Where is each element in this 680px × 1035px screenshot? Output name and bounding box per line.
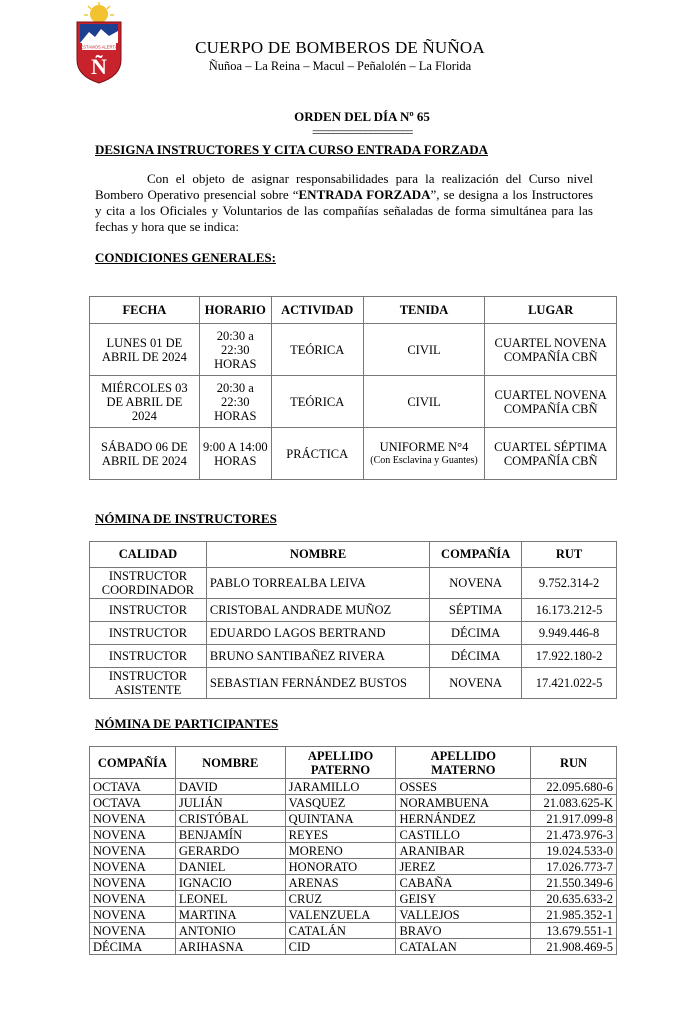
- header-horario: HORARIO: [199, 297, 271, 324]
- participant-row: [90, 859, 617, 875]
- cell-rut: 17.922.180-2: [522, 645, 617, 668]
- schedule-row: [90, 376, 617, 428]
- cell-tenida: CIVIL: [363, 324, 485, 376]
- order-title: ORDEN DEL DÍA Nº 65: [294, 109, 430, 124]
- tenida-value: UNIFORME N°4: [379, 439, 469, 454]
- cell-apellido-materno: GEISY: [396, 891, 531, 907]
- cell-nombre: CRISTOBAL ANDRADE MUÑOZ: [206, 599, 429, 622]
- cell-compania: NOVENA: [90, 923, 176, 939]
- participants-header-row: [90, 747, 617, 779]
- cell-compania: NOVENA: [90, 811, 176, 827]
- participant-row: [90, 891, 617, 907]
- schedule-row: [90, 324, 617, 376]
- cell-apellido-materno: HERNÁNDEZ: [396, 811, 531, 827]
- intro-paragraph: Con el objeto de asignar responsabilidades para la realización del Curso nivel Bombero Operativo presencial sobre “ENTRADA FORZADA”, se designa a los Instructores y cita a los Oficiales y Voluntarios de las compañías señaladas de forma simultánea para las fechas y hora que se indica:: [95, 171, 594, 234]
- cell-run: 21.083.625-K: [531, 795, 617, 811]
- cell-run: 13.679.551-1: [531, 923, 617, 939]
- cell-apellido-paterno: QUINTANA: [285, 811, 396, 827]
- cell-nombre: MARTINA: [175, 907, 285, 923]
- cell-run: 21.917.099-8: [531, 811, 617, 827]
- participant-row: [90, 875, 617, 891]
- cell-rut: 17.421.022-5: [522, 668, 617, 699]
- cell-compania: DÉCIMA: [430, 622, 522, 645]
- cell-nombre: JULIÁN: [175, 795, 285, 811]
- participant-row: [90, 939, 617, 955]
- header-compania: COMPAÑÍA: [90, 747, 176, 779]
- cell-compania: SÉPTIMA: [430, 599, 522, 622]
- cell-run: 21.550.349-6: [531, 875, 617, 891]
- header-actividad: ACTIVIDAD: [271, 297, 363, 324]
- cell-apellido-materno: ARANIBAR: [396, 843, 531, 859]
- header-compania: COMPAÑÍA: [430, 542, 522, 568]
- cell-apellido-materno: NORAMBUENA: [396, 795, 531, 811]
- instructor-row: [90, 645, 617, 668]
- cell-calidad: INSTRUCTOR COORDINADOR: [90, 568, 207, 599]
- cell-apellido-paterno: JARAMILLO: [285, 779, 396, 795]
- cell-compania: DÉCIMA: [90, 939, 176, 955]
- participant-row: [90, 907, 617, 923]
- cell-compania: NOVENA: [430, 668, 522, 699]
- cell-nombre: SEBASTIAN FERNÁNDEZ BUSTOS: [206, 668, 429, 699]
- conditions-heading: CONDICIONES GENERALES:: [95, 250, 276, 265]
- cell-apellido-materno: CASTILLO: [396, 827, 531, 843]
- cell-apellido-paterno: ARENAS: [285, 875, 396, 891]
- cell-horario: 20:30 a 22:30 HORAS: [199, 376, 271, 428]
- cell-lugar: CUARTEL NOVENA COMPAÑÍA CBÑ: [485, 324, 617, 376]
- participant-row: [90, 827, 617, 843]
- cell-calidad: INSTRUCTOR: [90, 645, 207, 668]
- cell-apellido-paterno: REYES: [285, 827, 396, 843]
- participant-row: [90, 779, 617, 795]
- instructor-row: [90, 668, 617, 699]
- cell-nombre: DANIEL: [175, 859, 285, 875]
- cell-fecha: MIÉRCOLES 03 DE ABRIL DE 2024: [90, 376, 200, 428]
- header-tenida: TENIDA: [363, 297, 485, 324]
- cell-nombre: BENJAMÍN: [175, 827, 285, 843]
- header-rut: RUT: [522, 542, 617, 568]
- cell-rut: 9.752.314-2: [522, 568, 617, 599]
- instructors-header-row: [90, 542, 617, 568]
- cell-nombre: IGNACIO: [175, 875, 285, 891]
- cell-compania: NOVENA: [90, 859, 176, 875]
- fire-department-shield-logo: [73, 2, 125, 84]
- cell-apellido-materno: CATALAN: [396, 939, 531, 955]
- cell-nombre: BRUNO SANTIBAÑEZ RIVERA: [206, 645, 429, 668]
- header-run: RUN: [531, 747, 617, 779]
- cell-nombre: DAVID: [175, 779, 285, 795]
- cell-nombre: LEONEL: [175, 891, 285, 907]
- cell-run: 17.026.773-7: [531, 859, 617, 875]
- cell-apellido-paterno: HONORATO: [285, 859, 396, 875]
- participant-row: [90, 811, 617, 827]
- cell-run: 21.473.976-3: [531, 827, 617, 843]
- cell-nombre: ARIHASNA: [175, 939, 285, 955]
- participants-heading: NÓMINA DE PARTICIPANTES: [95, 716, 279, 731]
- cell-calidad: INSTRUCTOR: [90, 622, 207, 645]
- cell-tenida: CIVIL: [363, 376, 485, 428]
- cell-apellido-materno: CABAÑA: [396, 875, 531, 891]
- cell-compania: NOVENA: [90, 843, 176, 859]
- cell-actividad: TEÓRICA: [271, 376, 363, 428]
- cell-compania: NOVENA: [90, 875, 176, 891]
- cell-nombre: ANTONIO: [175, 923, 285, 939]
- cell-run: 20.635.633-2: [531, 891, 617, 907]
- header-fecha: FECHA: [90, 297, 200, 324]
- cell-run: 21.985.352-1: [531, 907, 617, 923]
- svg-text:ESTAMOS ALERTA: ESTAMOS ALERTA: [80, 44, 118, 50]
- cell-lugar: CUARTEL NOVENA COMPAÑÍA CBÑ: [485, 376, 617, 428]
- instructor-row: [90, 622, 617, 645]
- header-nombre: NOMBRE: [175, 747, 285, 779]
- cell-rut: 9.949.446-8: [522, 622, 617, 645]
- cell-apellido-materno: BRAVO: [396, 923, 531, 939]
- cell-apellido-paterno: CATALÁN: [285, 923, 396, 939]
- instructors-heading: NÓMINA DE INSTRUCTORES: [95, 511, 277, 526]
- cell-apellido-materno: OSSES: [396, 779, 531, 795]
- sun-rays-icon: [84, 2, 114, 23]
- cell-apellido-materno: JEREZ: [396, 859, 531, 875]
- subject-heading: DESIGNA INSTRUCTORES Y CITA CURSO ENTRADA FORZADA: [95, 142, 488, 157]
- schedule-header-row: [90, 297, 617, 324]
- header-apellido-materno: APELLIDO MATERNO: [396, 747, 531, 779]
- cell-nombre: CRISTÓBAL: [175, 811, 285, 827]
- svg-text:Ñ: Ñ: [91, 54, 107, 79]
- cell-apellido-paterno: CRUZ: [285, 891, 396, 907]
- cell-fecha: SÁBADO 06 DE ABRIL DE 2024: [90, 428, 200, 480]
- participants-body: [90, 779, 617, 955]
- title-rule: ===================: [311, 125, 413, 139]
- cell-lugar: CUARTEL SÉPTIMA COMPAÑÍA CBÑ: [485, 428, 617, 480]
- cell-actividad: TEÓRICA: [271, 324, 363, 376]
- cell-compania: NOVENA: [430, 568, 522, 599]
- cell-apellido-paterno: CID: [285, 939, 396, 955]
- tenida-note: (Con Esclavina y Guantes): [370, 454, 478, 466]
- cell-apellido-paterno: MORENO: [285, 843, 396, 859]
- header-lugar: LUGAR: [485, 297, 617, 324]
- cell-compania: NOVENA: [90, 891, 176, 907]
- cell-apellido-materno: VALLEJOS: [396, 907, 531, 923]
- cell-fecha: LUNES 01 DE ABRIL DE 2024: [90, 324, 200, 376]
- cell-calidad: INSTRUCTOR: [90, 599, 207, 622]
- instructor-row: [90, 568, 617, 599]
- cell-nombre: EDUARDO LAGOS BERTRAND: [206, 622, 429, 645]
- cell-compania: NOVENA: [90, 907, 176, 923]
- cell-calidad: INSTRUCTOR ASISTENTE: [90, 668, 207, 699]
- instructors-table: [89, 541, 617, 699]
- schedule-table: [89, 296, 617, 480]
- cell-nombre: GERARDO: [175, 843, 285, 859]
- cell-run: 21.908.469-5: [531, 939, 617, 955]
- cell-compania: OCTAVA: [90, 795, 176, 811]
- participant-row: [90, 795, 617, 811]
- organization-name: CUERPO DE BOMBEROS DE ÑUÑOA: [195, 38, 485, 57]
- cell-rut: 16.173.212-5: [522, 599, 617, 622]
- cell-horario: 20:30 a 22:30 HORAS: [199, 324, 271, 376]
- cell-tenida: [363, 428, 485, 480]
- cell-horario: 9:00 A 14:00 HORAS: [199, 428, 271, 480]
- cell-nombre: PABLO TORREALBA LEIVA: [206, 568, 429, 599]
- header-nombre: NOMBRE: [206, 542, 429, 568]
- cell-compania: DÉCIMA: [430, 645, 522, 668]
- participant-row: [90, 843, 617, 859]
- schedule-row: [90, 428, 617, 480]
- participant-row: [90, 923, 617, 939]
- participants-table: [89, 746, 617, 955]
- cell-apellido-paterno: VALENZUELA: [285, 907, 396, 923]
- communes-line: Ñuñoa – La Reina – Macul – Peñalolén – La Florida: [208, 59, 472, 73]
- cell-run: 19.024.533-0: [531, 843, 617, 859]
- cell-actividad: PRÁCTICA: [271, 428, 363, 480]
- instructor-row: [90, 599, 617, 622]
- cell-compania: NOVENA: [90, 827, 176, 843]
- header-apellido-paterno: APELLIDO PATERNO: [285, 747, 396, 779]
- cell-compania: OCTAVA: [90, 779, 176, 795]
- cell-apellido-paterno: VASQUEZ: [285, 795, 396, 811]
- cell-run: 22.095.680-6: [531, 779, 617, 795]
- header-calidad: CALIDAD: [90, 542, 207, 568]
